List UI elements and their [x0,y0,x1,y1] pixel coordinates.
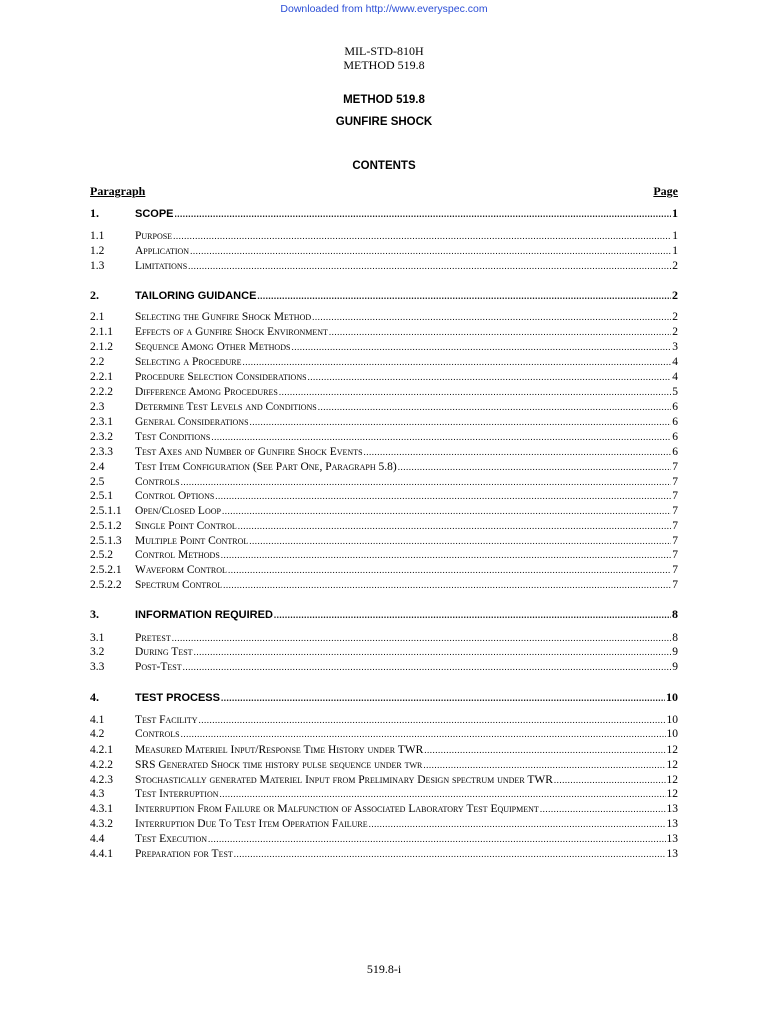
toc-section-entry[interactable] [90,206,678,221]
toc-entry[interactable] [90,548,678,562]
toc-entry[interactable] [90,489,678,503]
toc-leader-dots [188,259,671,273]
toc-leader-dots [274,608,671,622]
toc-entry-page: 7 [672,476,678,488]
toc-leader-dots [221,548,671,562]
toc-entry-page: 6 [672,401,678,413]
toc-entry[interactable] [90,519,678,533]
toc-entry-title: Test Facility [135,714,198,726]
toc-leader-dots [211,430,671,444]
toc-entry-title: General Considerations [135,416,249,428]
toc-entry-number: 4.3 [90,788,105,800]
toc-entry-number: 2.1.2 [90,341,113,353]
toc-entry-number: 4.4.1 [90,848,113,860]
toc-leader-dots [424,743,665,757]
method-title: METHOD 519.8 [343,94,425,106]
toc-leader-dots [540,802,666,816]
toc-entry[interactable] [90,430,678,444]
toc-leader-dots [279,385,671,399]
toc-leader-dots [173,229,671,243]
toc-leader-dots [243,355,672,369]
toc-entry-page: 7 [672,579,678,591]
toc-entry-number: 2.2.1 [90,371,113,383]
toc-entry-number: 1. [90,206,99,220]
toc-leader-dots [554,773,666,787]
toc-entry-page: 10 [666,714,678,726]
toc-entry-number: 2.3.1 [90,416,113,428]
toc-entry-title: Effects of a Gunfire Shock Environment [135,326,328,338]
toc-leader-dots [181,475,672,489]
toc-entry-page: 1 [672,206,678,220]
toc-entry-title: Post-Test [135,661,182,673]
toc-leader-dots [257,289,671,303]
paragraph-column-header: Paragraph [90,184,146,198]
toc-entry[interactable] [90,460,678,474]
toc-entry-title: Pretest [135,632,171,644]
page-column-header: Page [653,184,678,198]
toc-leader-dots [199,713,666,727]
toc-leader-dots [222,504,671,518]
toc-entry-number: 3.2 [90,646,105,658]
toc-entry[interactable] [90,802,678,816]
toc-entry[interactable] [90,259,678,273]
toc-entry-title: Difference Among Procedures [135,386,278,398]
toc-leader-dots [194,645,672,659]
toc-entry-page: 13 [666,848,678,860]
toc-entry[interactable] [90,400,678,414]
toc-entry[interactable] [90,475,678,489]
toc-entry-title: TEST PROCESS [135,692,220,704]
toc-entry-number: 2. [90,288,99,302]
toc-leader-dots [208,832,665,846]
toc-leader-dots [220,787,666,801]
toc-entry-number: 2.3.2 [90,431,113,443]
toc-entry-number: 2.2.2 [90,386,113,398]
toc-entry[interactable] [90,355,678,369]
toc-leader-dots [291,340,671,354]
toc-entry-title: Selecting a Procedure [135,356,242,368]
toc-entry-page: 2 [672,260,678,272]
toc-entry[interactable] [90,325,678,339]
toc-entry-number: 2.5.2 [90,549,113,561]
toc-leader-dots [221,691,665,705]
toc-leader-dots [329,325,671,339]
toc-entry[interactable] [90,832,678,846]
toc-entry[interactable] [90,244,678,258]
toc-entry-title: Stochastically generated Materiel Input from Preliminary Design spectrum under TWR [135,774,553,786]
toc-leader-dots [181,727,666,741]
toc-leader-dots [250,415,672,429]
toc-leader-dots [249,534,671,548]
toc-entry-number: 2.3 [90,401,105,413]
toc-entry-page: 6 [672,446,678,458]
toc-entry-title: Single Point Control [135,520,237,532]
toc-entry[interactable] [90,758,678,772]
toc-entry-title: Determine Test Levels and Conditions [135,401,317,413]
toc-entry-number: 2.5.2.2 [90,579,122,591]
toc-entry-title: Test Execution [135,833,208,845]
toc-entry[interactable] [90,713,678,727]
toc-entry[interactable] [90,534,678,548]
toc-leader-dots [369,817,666,831]
toc-entry[interactable] [90,310,678,324]
toc-entry-page: 7 [672,564,678,576]
toc-entry-page: 10 [666,690,678,704]
toc-leader-dots [238,519,671,533]
toc-entry-title: Interruption Due To Test Item Operation Failure [135,818,368,830]
toc-entry-title: During Test [135,646,193,658]
toc-entry-title: Control Options [135,490,215,502]
toc-entry-page: 12 [666,774,678,786]
toc-leader-dots [234,847,666,861]
toc-leader-dots [423,758,665,772]
toc-entry-title: Limitations [135,260,188,272]
toc-leader-dots [215,489,671,503]
toc-entry-title: Procedure Selection Considerations [135,371,307,383]
toc-entry[interactable] [90,229,678,243]
toc-entry[interactable] [90,340,678,354]
toc-entry-page: 12 [666,788,678,800]
toc-entry-page: 2 [672,311,678,323]
toc-entry-page: 7 [672,535,678,547]
toc-entry[interactable] [90,445,678,459]
toc-entry-title: Controls [135,728,180,740]
toc-entry-page: 13 [666,818,678,830]
toc-entry-number: 4.3.2 [90,818,113,830]
toc-leader-dots [172,631,672,645]
toc-entry-page: 6 [672,431,678,443]
toc-entry-number: 4. [90,690,99,704]
toc-entry-title: Test Item Configuration (See Part One, Paragraph 5.8) [135,461,397,473]
toc-entry-title: INFORMATION REQUIRED [135,609,273,621]
toc-entry-number: 2.5 [90,476,105,488]
toc-entry-title: Multiple Point Control [135,535,249,547]
toc-entry-page: 2 [672,288,678,302]
document-standard: MIL-STD-810H [344,44,424,58]
toc-entry-page: 2 [672,326,678,338]
toc-entry-title: Test Axes and Number of Gunfire Shock Events [135,446,363,458]
toc-entry-page: 1 [672,245,678,257]
toc-entry-title: Sequence Among Other Methods [135,341,291,353]
toc-entry-number: 2.5.1.1 [90,505,122,517]
download-link[interactable]: Downloaded from http://www.everyspec.com [280,3,488,15]
toc-entry-title: Control Methods [135,549,220,561]
toc-entry-number: 2.1.1 [90,326,113,338]
method-subtitle: GUNFIRE SHOCK [335,116,433,128]
toc-entry-page: 8 [672,607,678,621]
toc-entry-number: 1.3 [90,260,105,272]
toc-entry-number: 4.2.1 [90,744,113,756]
toc-entry-title: Purpose [135,230,173,242]
toc-entry-page: 5 [672,386,678,398]
toc-entry-title: Spectrum Control [135,579,223,591]
toc-entry-page: 12 [666,759,678,771]
toc-entry[interactable] [90,415,678,429]
toc-entry-page: 8 [672,632,678,644]
toc-entry[interactable] [90,504,678,518]
toc-entry-page: 4 [672,356,678,368]
toc-entry[interactable] [90,743,678,757]
toc-entry-page: 4 [672,371,678,383]
toc-entry-number: 3.3 [90,661,105,673]
toc-entry-page: 9 [672,646,678,658]
toc-entry[interactable] [90,578,678,592]
toc-entry-number: 2.2 [90,356,105,368]
toc-entry-page: 1 [672,230,678,242]
page-number: 519.8-i [366,962,402,976]
toc-entry-number: 1.2 [90,245,105,257]
toc-entry-page: 3 [672,341,678,353]
toc-entry-title: SCOPE [135,208,174,220]
toc-entry[interactable] [90,631,678,645]
toc-entry-number: 2.5.2.1 [90,564,122,576]
toc-entry[interactable] [90,660,678,674]
toc-entry-title: SRS Generated Shock time history pulse sequence under twr [135,759,423,771]
toc-entry-title: Test Conditions [135,431,211,443]
toc-leader-dots [318,400,672,414]
toc-entry-page: 7 [672,490,678,502]
toc-entry-page: 13 [666,833,678,845]
toc-entry-number: 4.1 [90,714,105,726]
toc-entry-number: 2.5.1 [90,490,113,502]
toc-entry-number: 2.3.3 [90,446,113,458]
toc-entry-title: Waveform Control [135,564,227,576]
toc-entry-page: 7 [672,505,678,517]
toc-entry-page: 13 [666,803,678,815]
toc-entry-number: 1.1 [90,230,105,242]
toc-entry-page: 6 [672,416,678,428]
toc-section-entry[interactable] [90,288,678,303]
toc-entry[interactable] [90,817,678,831]
document-id [0,44,768,72]
toc-entry-title: Selecting the Gunfire Shock Method [135,311,312,323]
toc-entry-number: 2.4 [90,461,105,473]
toc-entry-page: 7 [672,549,678,561]
toc-entry-number: 3. [90,607,99,621]
toc-entry[interactable] [90,847,678,861]
toc-entry-title: Measured Materiel Input/Response Time History under TWR [135,744,424,756]
toc-entry[interactable] [90,370,678,384]
toc-entry-page: 12 [666,744,678,756]
toc-entry-title: Test Interruption [135,788,219,800]
toc-leader-dots [228,563,671,577]
toc-entry-page: 7 [672,461,678,473]
toc-entry-title: Controls [135,476,180,488]
toc-entry-title: Interruption From Failure or Malfunction of Associated Laboratory Test Equipment [135,803,539,815]
toc-entry-page: 7 [672,520,678,532]
toc-leader-dots [398,460,672,474]
toc-entry[interactable] [90,645,678,659]
toc-section-entry[interactable] [90,690,678,705]
toc-leader-dots [183,660,672,674]
toc-leader-dots [223,578,671,592]
toc-leader-dots [190,244,671,258]
toc-entry-number: 2.5.1.3 [90,535,122,547]
toc-entry-number: 2.1 [90,311,105,323]
toc-entry-number: 4.2.2 [90,759,113,771]
toc-entry-number: 4.2 [90,728,105,740]
toc-entry[interactable] [90,385,678,399]
toc-entry-page: 10 [666,728,678,740]
toc-leader-dots [175,207,671,221]
toc-entry-title: Open/Closed Loop [135,505,221,517]
toc-entry[interactable] [90,773,678,787]
toc-entry-title: TAILORING GUIDANCE [135,290,257,302]
toc-entry-page: 9 [672,661,678,673]
document-method: METHOD 519.8 [343,58,425,72]
contents-heading: CONTENTS [352,160,416,172]
toc-entry[interactable] [90,563,678,577]
toc-entry-number: 4.2.3 [90,774,113,786]
toc-entry-number: 3.1 [90,632,105,644]
toc-entry-number: 2.5.1.2 [90,520,122,532]
toc-leader-dots [312,310,671,324]
toc-entry-title: Preparation for Test [135,848,233,860]
toc-entry-number: 4.4 [90,833,105,845]
toc-entry-title: Application [135,245,190,257]
toc-entry[interactable] [90,787,678,801]
toc-entry-number: 4.3.1 [90,803,113,815]
toc-leader-dots [308,370,672,384]
toc-leader-dots [364,445,672,459]
toc-entry[interactable] [90,727,678,741]
toc-section-entry[interactable] [90,607,678,622]
